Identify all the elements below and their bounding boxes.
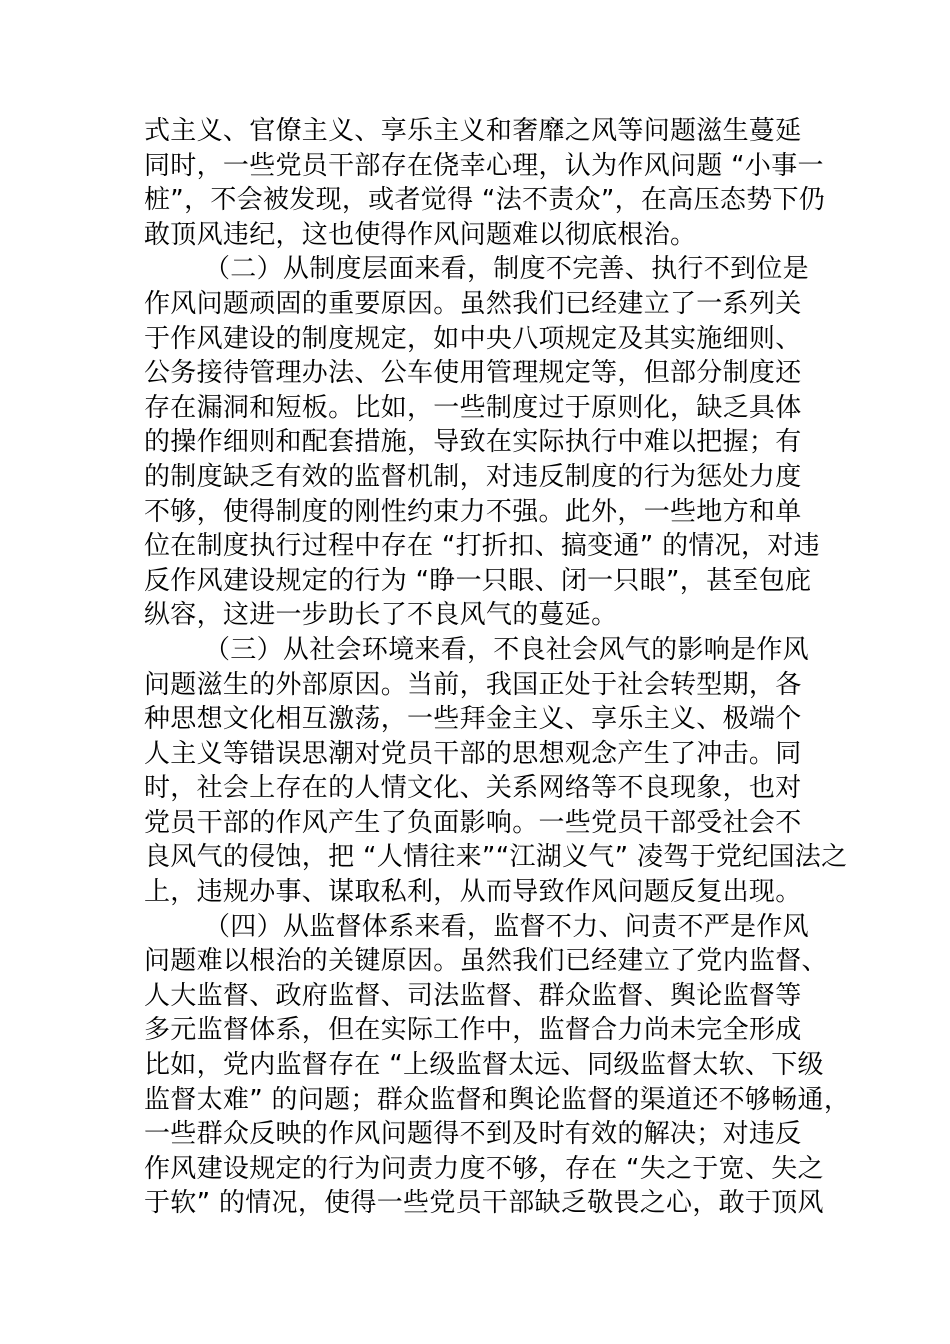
text-line: 敢顶风违纪，这也使得作风问题难以彻底根治。 [144, 219, 697, 250]
text-line: 上，违规办事、谋取私利，从而导致作风问题反复出现。 [144, 877, 802, 908]
text-line: 同时，一些党员干部存在侥幸心理，认为作风问题 “小事一 [144, 150, 824, 181]
text-line: 不够，使得制度的刚性约束力不强。此外，一些地方和单 [144, 496, 802, 527]
text-line: 作风建设规定的行为问责力度不够，存在 “失之于宽、失之 [144, 1153, 824, 1184]
paragraph-heading-line: （四）从监督体系来看，监督不力、问责不严是作风 [204, 911, 809, 942]
text-line: 于软” 的情况，使得一些党员干部缺乏敬畏之心，敢于顶风 [144, 1188, 824, 1219]
text-line: 存在漏洞和短板。比如，一些制度过于原则化，缺乏具体 [144, 392, 802, 423]
text-line: 于作风建设的制度规定，如中央八项规定及其实施细则、 [144, 323, 802, 354]
text-line: 问题难以根治的关键原因。虽然我们已经建立了党内监督、 [144, 946, 828, 977]
text-line: 党员干部的作风产生了负面影响。一些党员干部受社会不 [144, 807, 802, 838]
text-line: 的制度缺乏有效的监督机制，对违反制度的行为惩处力度 [144, 461, 802, 492]
text-line: 式主义、官僚主义、享乐主义和奢靡之风等问题滋生蔓延 [144, 116, 802, 146]
text-line: 位在制度执行过程中存在 “打折扣、搞变通” 的情况，对违 [144, 531, 820, 562]
text-line: 的操作细则和配套措施，导致在实际执行中难以把握；有 [144, 427, 802, 458]
text-line: 公务接待管理办法、公车使用管理规定等，但部分制度还 [144, 358, 802, 389]
text-line: 良风气的侵蚀，把 “人情往来”“江湖义气” 凌驾于党纪国法之 [144, 842, 848, 873]
text-line: 人主义等错误思潮对党员干部的思想观念产生了冲击。同 [144, 738, 802, 769]
text-line: 监督太难” 的问题；群众监督和舆论监督的渠道还不够畅通， [144, 1084, 851, 1115]
text-line: 作风问题顽固的重要原因。虽然我们已经建立了一系列关 [144, 288, 802, 319]
paragraph-heading-line: （三）从社会环境来看，不良社会风气的影响是作风 [204, 634, 809, 665]
text-line: 问题滋生的外部原因。当前，我国正处于社会转型期，各 [144, 669, 802, 700]
text-line: 种思想文化相互激荡，一些拜金主义、享乐主义、极端个 [144, 704, 802, 735]
text-line: 反作风建设规定的行为 “睁一只眼、闭一只眼”，甚至包庇 [144, 565, 812, 596]
text-line: 时，社会上存在的人情文化、关系网络等不良现象，也对 [144, 773, 802, 804]
text-line: 桩”，不会被发现，或者觉得 “法不责众”，在高压态势下仍 [144, 185, 826, 216]
text-line: 人大监督、政府监督、司法监督、群众监督、舆论监督等 [144, 980, 802, 1011]
text-line: 比如，党内监督存在 “上级监督太远、同级监督太软、下级 [144, 1050, 824, 1081]
paragraph-heading-line: （二）从制度层面来看，制度不完善、执行不到位是 [204, 254, 809, 285]
text-line: 一些群众反映的作风问题得不到及时有效的解决；对违反 [144, 1119, 802, 1150]
text-line: 多元监督体系，但在实际工作中，监督合力尚未完全形成 [144, 1015, 802, 1046]
document-body [144, 114, 851, 1221]
text-line: 纵容，这进一步助长了不良风气的蔓延。 [144, 600, 618, 631]
